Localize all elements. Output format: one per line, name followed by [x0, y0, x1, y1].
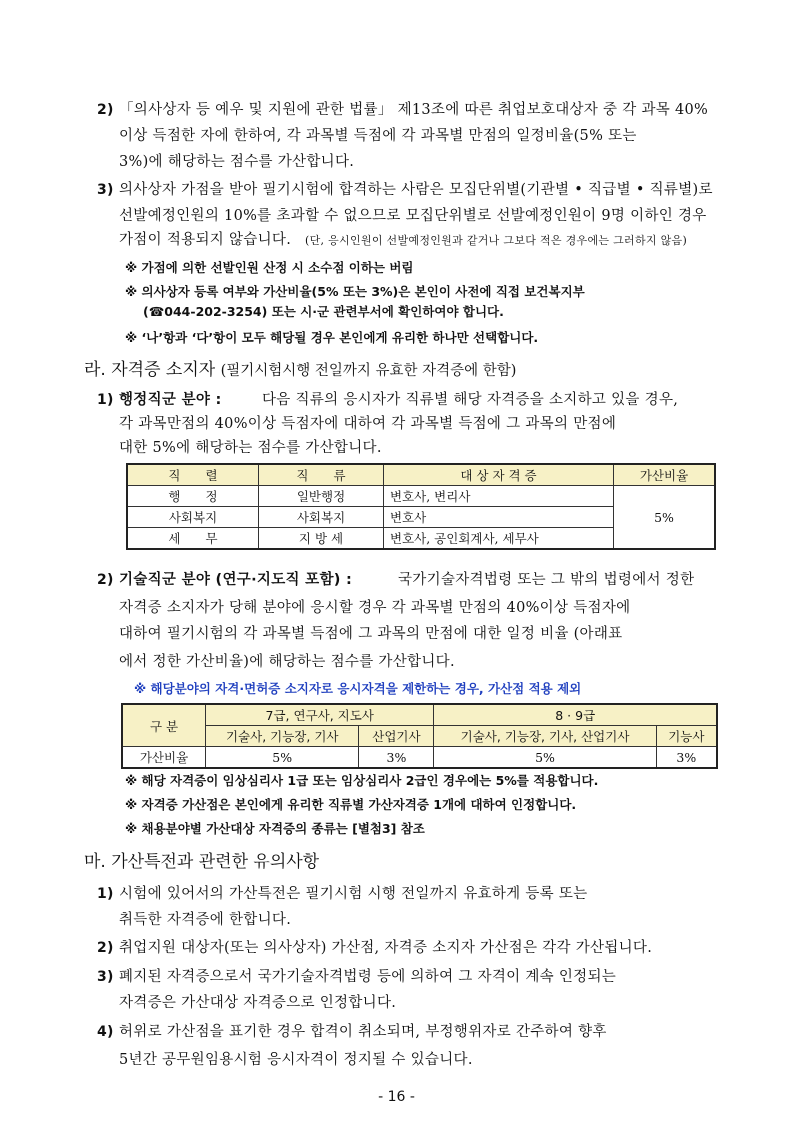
note-line: ※ 가점에 의한 선발인원 산정 시 소수점 이하는 버림	[125, 260, 414, 275]
rate-cell: 5%	[614, 486, 716, 550]
paragraph-line: 대하여 필기시험의 각 과목별 득점에 그 과목의 만점에 대한 일정 비율 (아래표	[119, 626, 623, 642]
paragraph-line: 의사상자 가점을 받아 필기시험에 합격하는 사람은 모집단위별(기관별 • 직급별 • 직류별)로	[119, 182, 713, 198]
table-header-row	[127, 464, 715, 486]
admin-cert-table	[126, 463, 716, 550]
note-line: ※ 의사상자 등록 여부와 가산비율(5% 또는 3%)은 본인이 사전에 직접 보건복지부	[125, 284, 585, 299]
paragraph-line: 선발예정인원의 10%를 초과할 수 없으므로 모집단위별로 선발예정인원이 9명 이하인 경우	[119, 208, 707, 224]
tech-label: 기술직군 분야 (연구·지도직 포함) :	[119, 572, 353, 588]
paragraph-line: 국가기술자격법령 또는 그 밖의 법령에서 정한	[398, 572, 695, 588]
note-line: ※ ‘나’항과 ‘다’항이 모두 해당될 경우 본인에게 유리한 하나만 선택합니다.	[125, 330, 539, 345]
header-cell: 직 렬	[127, 464, 259, 486]
table-row	[127, 486, 715, 507]
sub-header-cell: 기술사, 기능장, 기사, 산업기사	[434, 726, 656, 747]
section-title: 라. 자격증 소지자	[84, 360, 216, 380]
table-cell: 일반행정	[259, 486, 384, 507]
section-heading-ra	[84, 359, 516, 382]
row-label-cell: 가산비율	[122, 747, 206, 769]
table-row	[122, 747, 717, 769]
paragraph-line: 각 과목만점의 40%이상 득점자에 대하여 각 과목별 득점에 그 과목의 만점에	[119, 416, 617, 432]
paragraph-line: 다음 직류의 응시자가 직류별 해당 자격증을 소지하고 있을 경우,	[262, 392, 679, 408]
corner-header-cell: 구 분	[122, 704, 206, 747]
sub-header-cell: 기능사	[656, 726, 717, 747]
paragraph-line: 이상 득점한 자에 한하여, 각 과목별 득점에 각 과목별 만점의 일정비율(5% 또는	[119, 128, 637, 144]
table-cell: 지 방 세	[259, 528, 384, 550]
group-header-cell: 7급, 연구사, 지도사	[206, 704, 434, 726]
admin-label: 행정직군 분야 :	[119, 392, 222, 408]
table-cell: 세 무	[127, 528, 259, 550]
parenthetical-note: (단, 응시인원이 선발예정인원과 같거나 그보다 적은 경우에는 그러하지 않음)	[305, 234, 688, 247]
table-cell: 사회복지	[259, 507, 384, 528]
exclusion-note: ※ 해당분야의 자격·면허증 소지자로 응시자격을 제한하는 경우, 가산점 적용 제외	[134, 681, 582, 696]
paragraph-line: 3%)에 해당하는 점수를 가산합니다.	[119, 154, 355, 170]
section-heading-ma: 마. 가산특전과 관련한 유의사항	[84, 852, 320, 872]
item-number: 3)	[97, 182, 114, 198]
paragraph-line: 취업지원 대상자(또는 의사상자) 가산점, 자격증 소지자 가산점은 각각 가산됩니다.	[119, 940, 653, 956]
paragraph-line: 취득한 자격증에 한합니다.	[119, 912, 292, 928]
note-line: ※ 자격증 가산점은 본인에게 유리한 직류별 가산자격증 1개에 대하여 인정합니다.	[125, 797, 577, 812]
item-number: 4)	[97, 1024, 114, 1040]
header-cell: 직 류	[259, 464, 384, 486]
sub-header-cell: 기술사, 기능장, 기사	[206, 726, 359, 747]
item-number: 2)	[97, 102, 114, 118]
paragraph-line: 자격증은 가산대상 자격증으로 인정합니다.	[119, 995, 397, 1011]
table-cell: 3%	[656, 747, 717, 769]
table-header-row	[122, 726, 717, 747]
note-line: ※ 해당 자격증이 임상심리사 1급 또는 임상심리사 2급인 경우에는 5%를 적용합니다.	[125, 773, 599, 788]
paragraph-line: 5년간 공무원임용시험 응시자격이 정지될 수 있습니다.	[119, 1052, 473, 1068]
tech-rate-table	[121, 703, 718, 769]
sub-header-cell: 산업기사	[359, 726, 434, 747]
page-number: - 16 -	[378, 1089, 415, 1105]
item-number: 3)	[97, 969, 114, 985]
paragraph-line: 에서 정한 가산비율)에 해당하는 점수를 가산합니다.	[119, 654, 455, 670]
section-subtitle: (필기시험시행 전일까지 유효한 자격증에 한함)	[220, 363, 517, 379]
note-line: (☎044-202-3254) 또는 시·군 관련부서에 확인하여야 합니다.	[143, 304, 504, 319]
paragraph-line: 가점이 적용되지 않습니다.	[119, 232, 292, 248]
header-cell: 가산비율	[614, 464, 716, 486]
paragraph-line: 허위로 가산점을 표기한 경우 합격이 취소되며, 부정행위자로 간주하여 향후	[119, 1024, 607, 1040]
table-cell: 사회복지	[127, 507, 259, 528]
item-number: 1)	[97, 392, 114, 408]
group-header-cell: 8 · 9급	[434, 704, 717, 726]
paragraph-line: 「의사상자 등 예우 및 지원에 관한 법률」 제13조에 따른 취업보호대상자 중 각 과목 40%	[119, 102, 709, 118]
note-line: ※ 채용분야별 가산대상 자격증의 종류는 [별첨3] 참조	[125, 821, 425, 836]
item-number: 2)	[97, 940, 114, 956]
paragraph-line: 시험에 있어서의 가산특전은 필기시험 시행 전일까지 유효하게 등록 또는	[119, 886, 588, 902]
table-cell: 5%	[206, 747, 359, 769]
paragraph-line: 폐지된 자격증으로서 국가기술자격법령 등에 의하여 그 자격이 계속 인정되는	[119, 969, 617, 985]
table-cell: 3%	[359, 747, 434, 769]
paragraph-line: 자격증 소지자가 당해 분야에 응시할 경우 각 과목별 만점의 40%이상 득점자에	[119, 600, 631, 616]
table-cell: 5%	[434, 747, 656, 769]
item-number: 1)	[97, 886, 114, 902]
paragraph-line: 대한 5%에 해당하는 점수를 가산합니다.	[119, 440, 382, 456]
table-cell: 변호사, 변리사	[384, 486, 614, 507]
header-cell: 대 상 자 격 증	[384, 464, 614, 486]
table-cell: 변호사, 공인회계사, 세무사	[384, 528, 614, 550]
item-number: 2)	[97, 572, 114, 588]
table-cell: 행 정	[127, 486, 259, 507]
table-cell: 변호사	[384, 507, 614, 528]
table-header-row	[122, 704, 717, 726]
